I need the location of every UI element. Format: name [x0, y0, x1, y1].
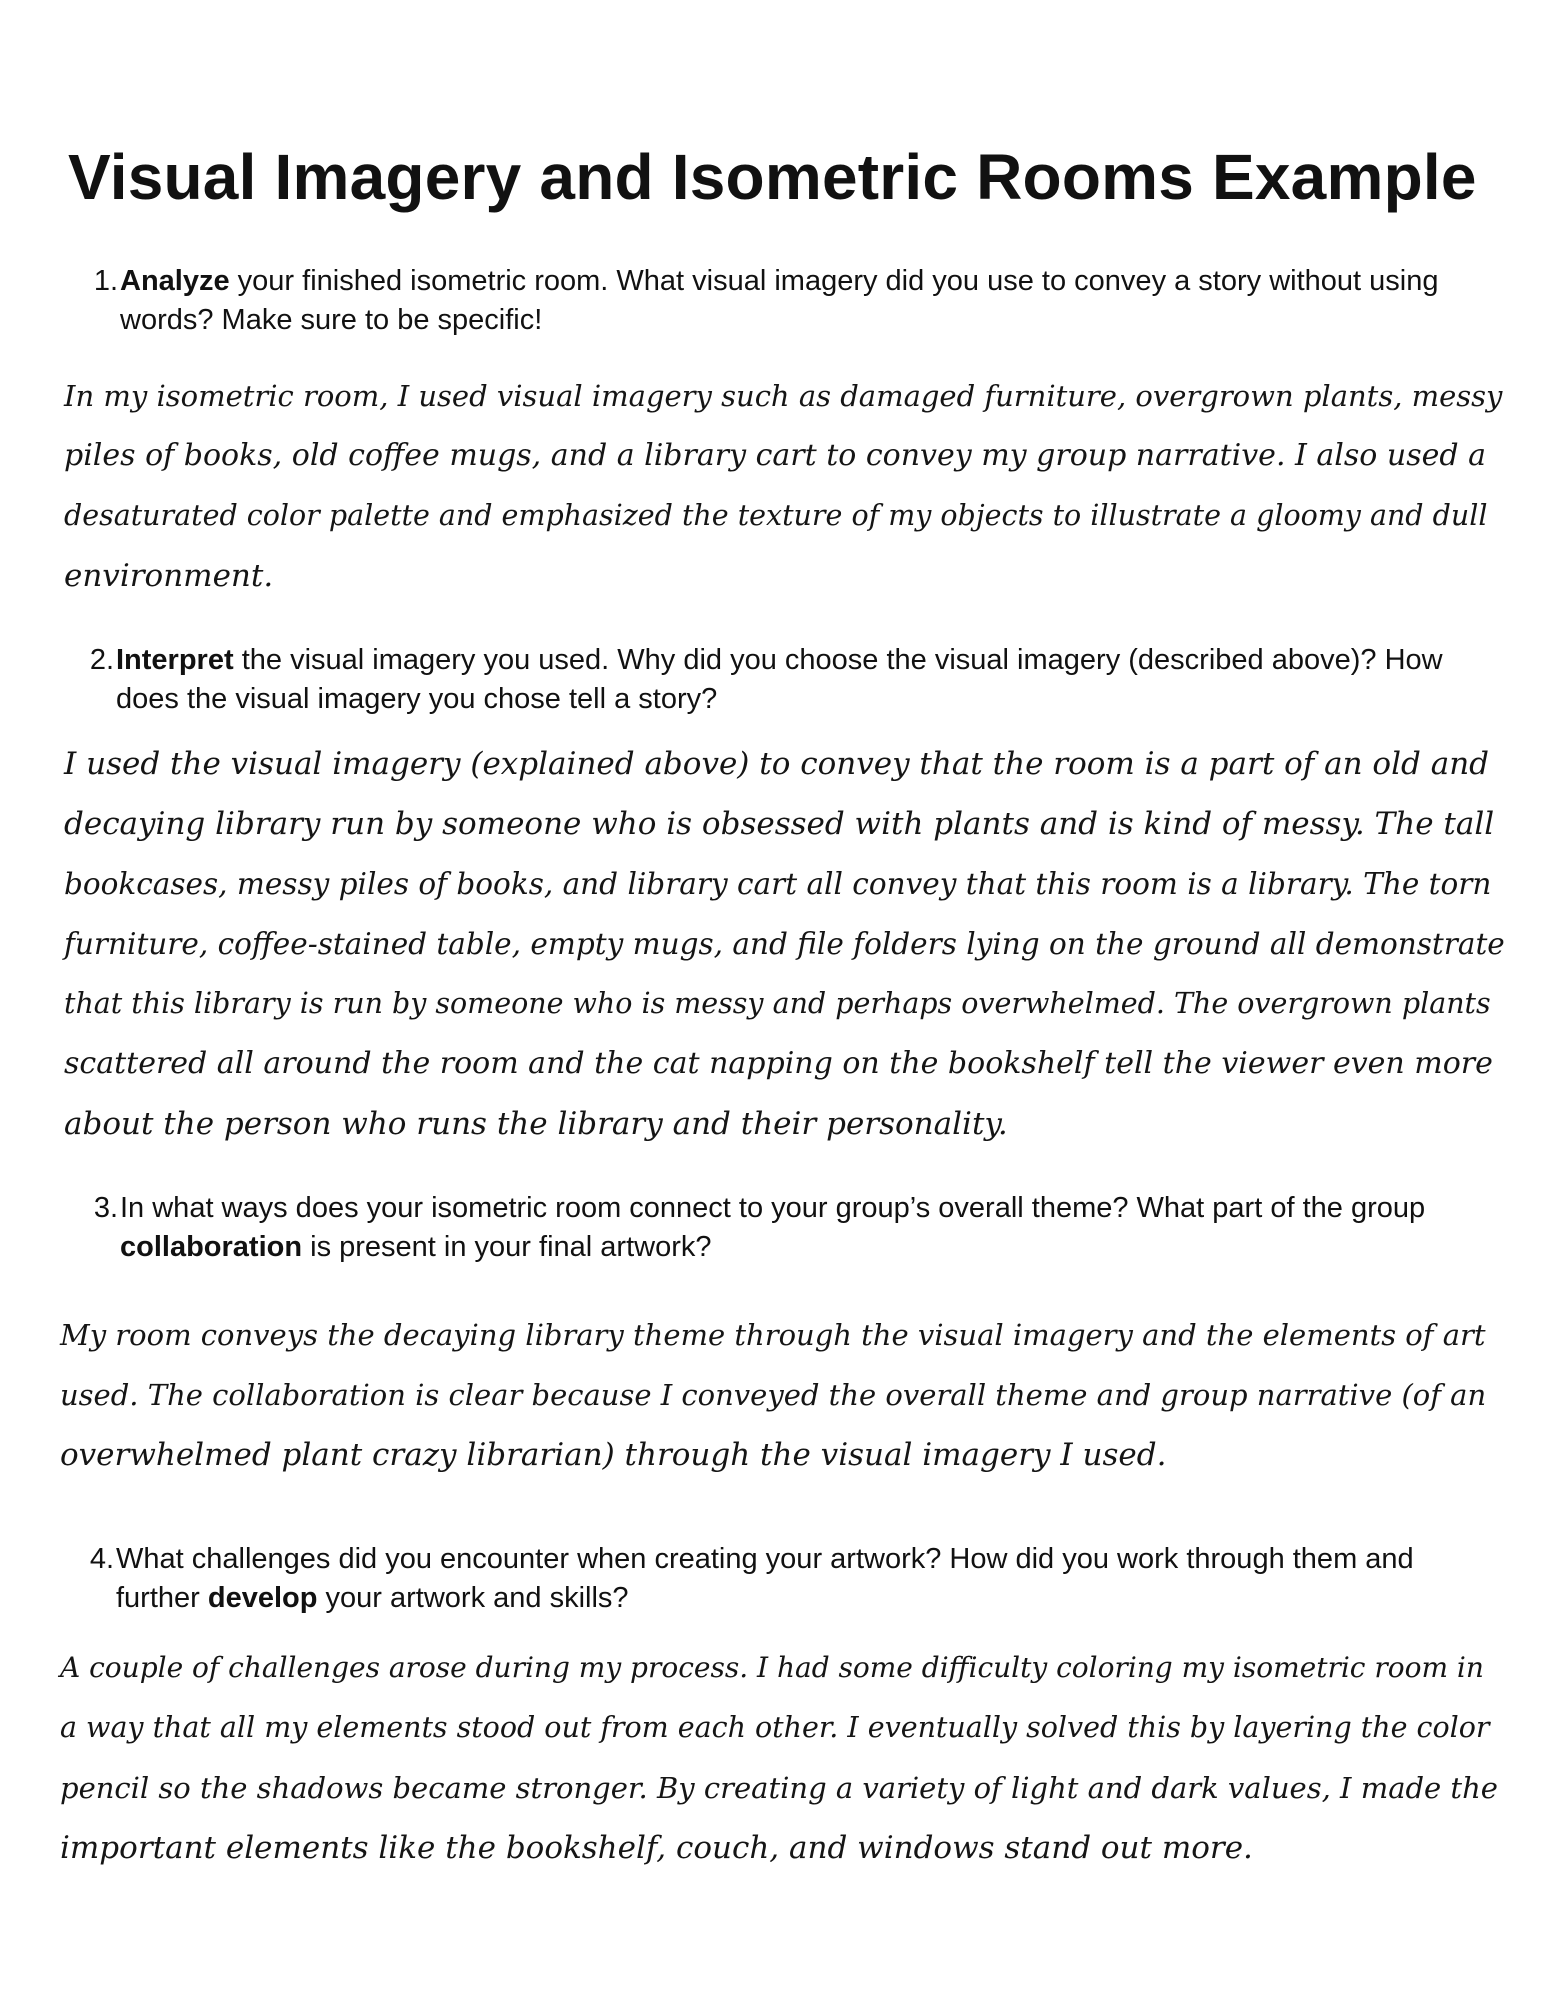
- question-2: [84, 641, 1464, 719]
- question-keyword: collaboration: [120, 1231, 303, 1263]
- answer-line: piles of books, old coffee mugs, and a library cart to convey my group narrative. I also used a: [64, 438, 1486, 473]
- answer-line: used. The collaboration is clear because I conveyed the overall theme and group narrative (of an: [60, 1378, 1487, 1412]
- question-number: 4.: [89, 1543, 114, 1575]
- answer-line: furniture, coffee-stained table, empty mugs, and file folders lying on the ground all demonstrate: [64, 927, 1505, 961]
- question-text: Analyze your finished isometric room. What visual imagery did you use to convey a story without using words? Make sure to be specific!: [120, 265, 1439, 336]
- question-1: [88, 262, 1468, 340]
- question-text: In what ways does your isometric room connect to your group’s overall theme? What part of the group collaboration is present in your final artwork?: [120, 1192, 1426, 1263]
- question-3: [88, 1189, 1468, 1267]
- answer-line: about the person who runs the library and their personality.: [64, 1106, 1008, 1142]
- answer-line: overwhelmed plant crazy librarian) through the visual imagery I used.: [60, 1437, 1167, 1473]
- question-number: 2.: [89, 644, 114, 676]
- answer-line: that this library is run by someone who is messy and perhaps overwhelmed. The overgrown plants: [64, 987, 1491, 1020]
- page-title: Visual Imagery and Isometric Rooms Example: [68, 141, 1477, 213]
- question-text: What challenges did you encounter when creating your artwork? How did you work through them and further develop your artwork and skills?: [116, 1543, 1414, 1614]
- answer-4: [60, 1638, 1498, 1878]
- question-number: 3.: [93, 1192, 118, 1224]
- answer-3: [60, 1305, 1487, 1485]
- answer-line: desaturated color palette and emphasized the texture of my objects to illustrate a gloomy and dull: [64, 499, 1488, 532]
- answer-line: important elements like the bookshelf, couch, and windows stand out more.: [60, 1830, 1253, 1866]
- answer-1: [64, 366, 1503, 606]
- answer-line: a way that all my elements stood out from each other. I eventually solved this by layering the color: [60, 1711, 1490, 1744]
- question-number: 1.: [93, 265, 118, 297]
- answer-line: environment.: [64, 558, 274, 594]
- answer-line: bookcases, messy piles of books, and library cart all convey that this room is a library. The torn: [64, 867, 1492, 901]
- answer-line: pencil so the shadows became stronger. By creating a variety of light and dark values, I made the: [60, 1771, 1498, 1805]
- question-4: [84, 1540, 1464, 1618]
- question-keyword: Analyze: [120, 265, 230, 297]
- answer-line: A couple of challenges arose during my process. I had some difficulty coloring my isometric room in: [60, 1651, 1484, 1684]
- answer-line: scattered all around the room and the cat napping on the bookshelf tell the viewer even more: [64, 1046, 1493, 1081]
- question-keyword: Interpret: [116, 644, 234, 676]
- answer-line: In my isometric room, I used visual imagery such as damaged furniture, overgrown plants, messy: [64, 379, 1503, 413]
- question-keyword: develop: [207, 1582, 318, 1614]
- question-text: Interpret the visual imagery you used. Why did you choose the visual imagery (described above)? How does the visual imagery you chose tell a story?: [116, 644, 1443, 715]
- answer-2: [64, 734, 1505, 1154]
- answer-line: My room conveys the decaying library theme through the visual imagery and the elements of art: [60, 1318, 1486, 1352]
- answer-line: I used the visual imagery (explained above) to convey that the room is a part of an old and: [64, 746, 1490, 782]
- answer-line: decaying library run by someone who is obsessed with plants and is kind of messy. The tall: [64, 806, 1495, 842]
